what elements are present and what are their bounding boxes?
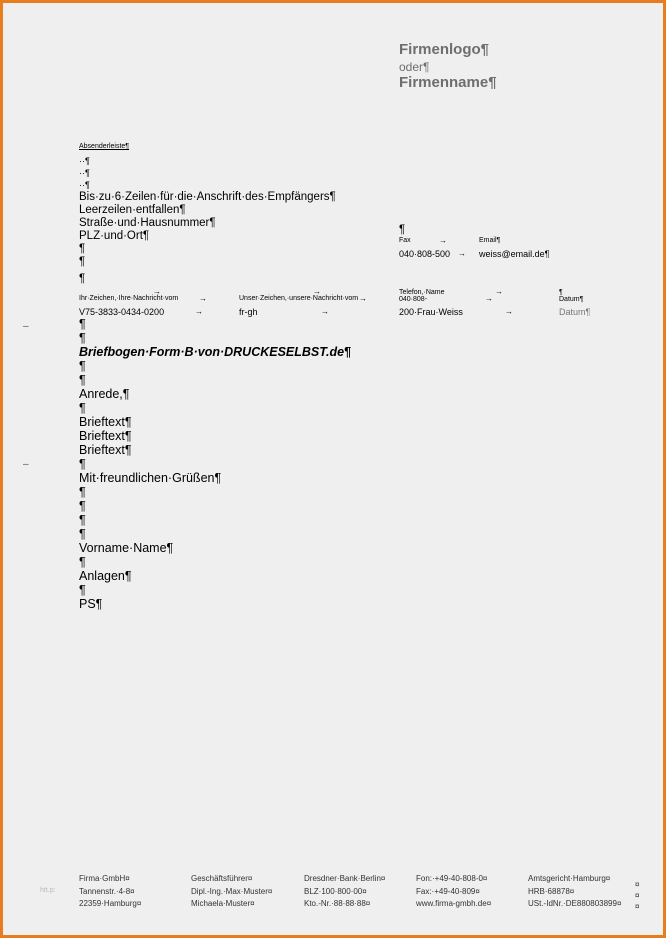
footer-management — [191, 873, 272, 911]
ref-col3-label-1: Telefon,·Name — [399, 289, 445, 296]
body-line: ¶ — [79, 401, 86, 415]
end-of-cell-mark: ¤ — [635, 891, 640, 900]
body-line: ¶ — [79, 457, 86, 471]
footer-bank — [304, 873, 385, 911]
logo-line-3: Firmenname¶ — [399, 74, 497, 91]
footer-cell: Fax:·+49-40-809¤ — [416, 886, 480, 896]
footer-cell: Amtsgericht·Hamburg¤ — [528, 874, 611, 883]
end-of-cell-mark: ¤ — [635, 902, 640, 911]
logo-line-2: oder¶ — [399, 60, 430, 74]
tab-arrow-icon: → — [313, 287, 321, 296]
fax-value: 040·808-500 — [399, 249, 451, 259]
footer-cell: Fon:·+49-40-808-0¤ — [416, 874, 488, 883]
address-line: Bis·zu·6·Zeilen·für·die·Anschrift·des·Empfängers¶ — [79, 191, 336, 203]
salutation: Anrede,¶ — [79, 387, 130, 401]
tab-arrow-icon: → — [199, 294, 207, 303]
tab-arrow-icon: → — [495, 287, 503, 296]
footer-cell: Kto.-Nr.·88·88·88¤ — [304, 899, 371, 908]
address-placeholder-2: ··¶ — [79, 168, 90, 178]
letter-body — [79, 317, 351, 611]
body-line: ¶ — [79, 373, 86, 387]
footer-cell: Firma·GmbH¤ — [79, 874, 130, 883]
footer-cell: Dipl.-Ing.·Max·Muster¤ — [191, 886, 273, 896]
sender-line: Absenderleiste¶ — [79, 143, 130, 150]
footer-cell: Geschäftsführer¤ — [191, 874, 253, 883]
end-of-cell-mark: ¤ — [635, 880, 640, 889]
address-line: ¶ — [79, 243, 86, 255]
footer-cell: Dresdner·Bank·Berlin¤ — [304, 874, 386, 883]
footer-register — [528, 873, 621, 911]
footer-cell: www.firma-gmbh.de¤ — [416, 899, 492, 908]
footer-cell: Tannenstr.·4-8¤ — [79, 886, 135, 896]
address-line: ¶ — [79, 273, 86, 285]
address-line: PLZ·und·Ort¶ — [79, 230, 150, 242]
ref-col2-label: Unser·Zeichen,·unsere·Nachricht·vom — [239, 295, 359, 302]
postscript: PS¶ — [79, 597, 103, 611]
ref-col4-value: Datum¶ — [559, 307, 591, 317]
footer-contact — [416, 873, 491, 911]
footer-faint-text: htt.p: — [40, 887, 56, 894]
body-line: ¶ — [79, 317, 86, 331]
footer-cell: BLZ·100·800·00¤ — [304, 886, 367, 896]
email-label: Email¶ — [479, 237, 501, 244]
address-line: Straße·und·Hausnummer¶ — [79, 217, 216, 229]
footer-company — [79, 873, 141, 911]
email-value: weiss@email.de¶ — [479, 249, 550, 259]
footer-cell: USt.-IdNr.·DE880803899¤ — [528, 899, 622, 908]
body-line: ¶ — [79, 513, 86, 527]
body-line: ¶ — [79, 499, 86, 513]
ref-col4-label-1: ¶ — [559, 289, 563, 296]
tab-arrow-icon: → — [321, 307, 329, 316]
ref-col3-label-2: 040·808- — [399, 296, 428, 303]
recipient-address — [79, 191, 336, 286]
tab-arrow-icon: → — [505, 307, 513, 316]
tab-arrow-icon: → — [195, 307, 203, 316]
ref-col1-value: V75-3833-0434-0200 — [79, 307, 165, 317]
footer-cell: Michaela·Muster¤ — [191, 899, 255, 908]
footer-cell: HRB·68878¤ — [528, 886, 575, 896]
fold-mark: – — [23, 321, 29, 332]
body-line: ¶ — [79, 555, 86, 569]
body-line: ¶ — [79, 583, 86, 597]
closing: Mit·freundlichen·Grüßen¶ — [79, 471, 222, 485]
enclosures: Anlagen¶ — [79, 569, 132, 583]
address-placeholder-1: ··¶ — [79, 156, 90, 166]
logo-line-1: Firmenlogo¶ — [399, 41, 490, 58]
footer-cell: 22359·Hamburg¤ — [79, 899, 142, 908]
footer-end-marks — [635, 879, 639, 912]
body-line: ¶ — [79, 331, 86, 345]
fold-mark: – — [23, 459, 29, 470]
contact-pilcrow: ¶ — [399, 224, 406, 236]
body-text: Brieftext¶ — [79, 443, 132, 457]
ref-col1-label: Ihr·Zeichen,·Ihre·Nachricht·vom — [79, 295, 179, 302]
tab-arrow-icon: → — [439, 236, 447, 245]
body-line: ¶ — [79, 527, 86, 541]
tab-arrow-icon: → — [485, 294, 493, 303]
signature-name: Vorname·Name¶ — [79, 541, 174, 555]
body-line: ¶ — [79, 485, 86, 499]
address-line: ¶ — [79, 256, 86, 268]
tab-arrow-icon: → — [153, 287, 161, 296]
ref-col4-label-2: Datum¶ — [559, 296, 584, 303]
body-text: Brieftext¶ — [79, 429, 132, 443]
address-placeholder-3: ··¶ — [79, 180, 90, 190]
ref-col3-value: 200·Frau·Weiss — [399, 307, 463, 317]
letter-title: Briefbogen·Form·B·von·DRUCKESELBST.de¶ — [79, 345, 351, 359]
address-placeholder-lines — [79, 155, 90, 191]
tab-arrow-icon: → — [359, 294, 367, 303]
fax-label: Fax — [399, 237, 411, 244]
tab-arrow-icon: → — [458, 249, 466, 258]
ref-col2-value: fr-gh — [239, 307, 258, 317]
address-line: Leerzeilen·entfallen¶ — [79, 204, 186, 216]
body-line: ¶ — [79, 359, 86, 373]
body-text: Brieftext¶ — [79, 415, 132, 429]
